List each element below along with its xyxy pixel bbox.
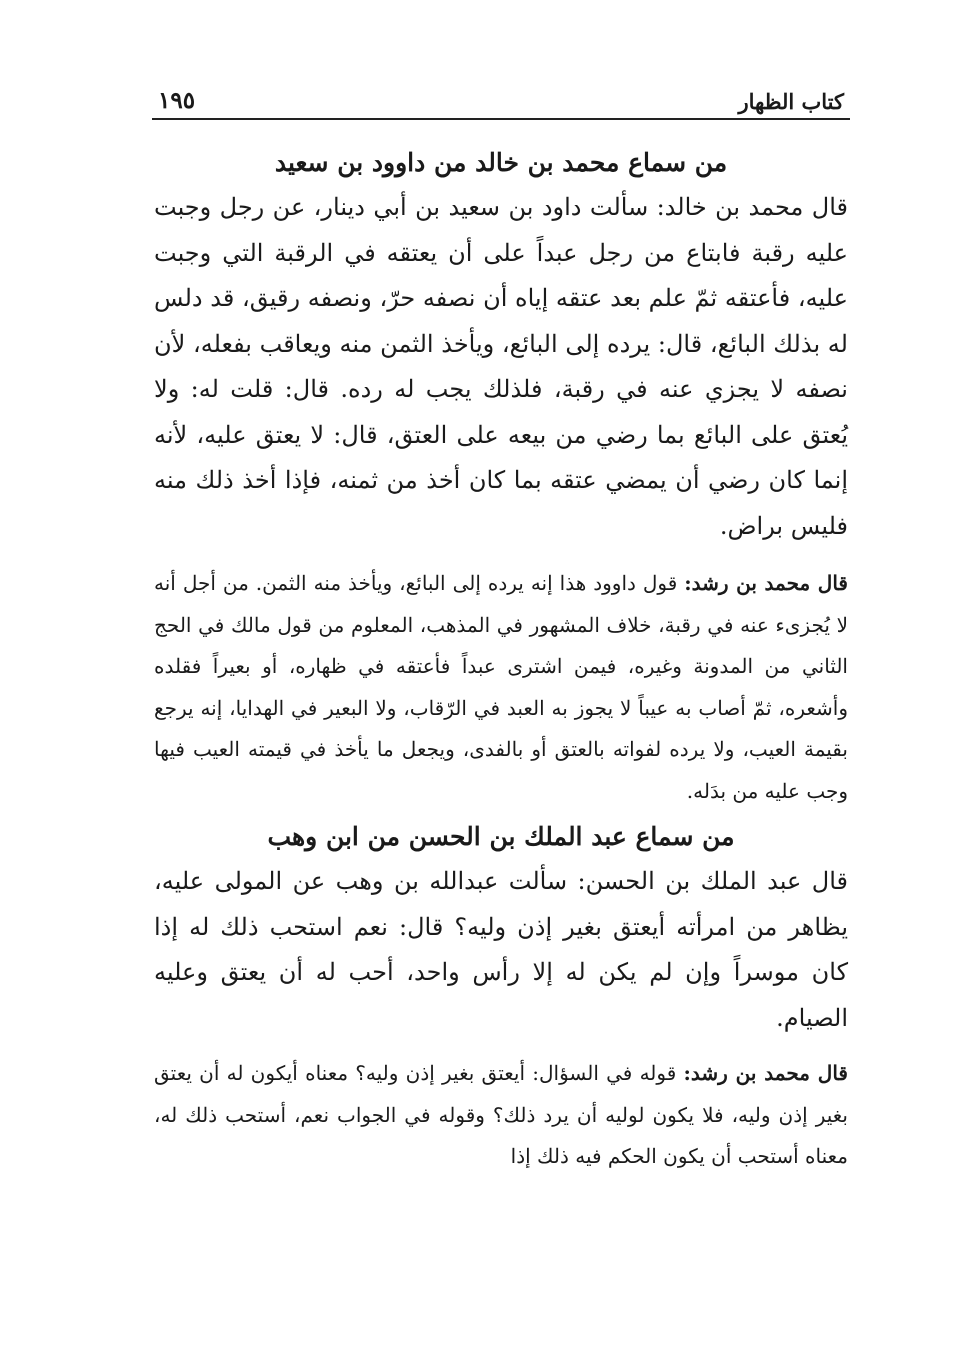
section-title: من سماع عبد الملك بن الحسن من ابن وهب xyxy=(267,822,735,851)
running-header xyxy=(152,78,850,120)
commentary-text: قوله في السؤال: أيعتق بغير إذن وليه؟ معناه أيكون له أن يعتق بغير إذن وليه، فلا يكون لوليه أن يرد ذلك؟ وقوله في الجواب نعم، أستحب ذلك له، معناه أستحب أن يكون الحكم فيه ذلك إذا xyxy=(154,1061,848,1168)
question-paragraph: قال محمد بن خالد: سألت داود بن سعيد بن أبي دينار، عن رجل وجبت عليه رقبة فابتاع من رجل عبداً على أن يعتقه في الرقبة التي وجبت عليه، فأعتقه ثمّ علم بعد عتقه إياه أن نصفه حرّ، ونصفه رقيق، قد دلس له بذلك البائع، قال: يرده إلى البائع، ويأخذ الثمن منه ويعاقب بفعله، لأن نصفه لا يجزي عنه في رقبة، فلذلك يجب له رده. قال: قلت له: ولا يُعتق على البائع بما رضي من بيعه على العتق، قال: لا يعتق عليه، لأنه إنما كان رضي أن يمضي عتقه بما كان أخذ من ثمنه، فإذا أخذ ذلك منه فليس براض. xyxy=(154,193,848,540)
book-title: كتاب الظهار xyxy=(738,89,844,114)
page-number: ١٩٥ xyxy=(158,87,196,114)
question-paragraph: قال عبد الملك بن الحسن: سألت عبدالله بن وهب عن المولى عليه، يظاهر من امرأته أيعتق بغير إذن وليه؟ قال: نعم استحب ذلك له إذا كان موسراً وإن لم يكن له إلا رأس واحد، أحب له أن يعتق وعليه الصيام. xyxy=(154,867,849,1032)
commentary-speaker: قال محمد بن رشد: xyxy=(684,571,848,595)
book-page xyxy=(152,78,850,1178)
commentary-text: قول داوود هذا إنه يرده إلى البائع، ويأخذ منه الثمن. من أجل أنه لا يُجزىء عنه في رقبة، خلاف المشهور في المذهب، المعلوم من قول مالك في الحج الثاني من المدونة وغيره، فيمن اشترى عبداً فأعتقه في ظهاره، أو بعيراً فقلده وأشعره، ثمّ أصاب به عيباً لا يجوز به العبد في الرّقاب، ولا البعير في الهدايا، إنه يرجع بقيمة العيب، ولا يرده لفواته بالعتق أو بالفدى، ويجعل ما يأخذ في قيمته العيب فيها وجب عليه من بدَله. xyxy=(154,571,848,803)
commentary-speaker: قال محمد بن رشد: xyxy=(683,1061,848,1085)
section-title: من سماع محمد بن خالد من داوود بن سعيد xyxy=(274,148,728,177)
commentary-paragraph xyxy=(152,1053,850,1178)
commentary-paragraph xyxy=(152,563,850,812)
